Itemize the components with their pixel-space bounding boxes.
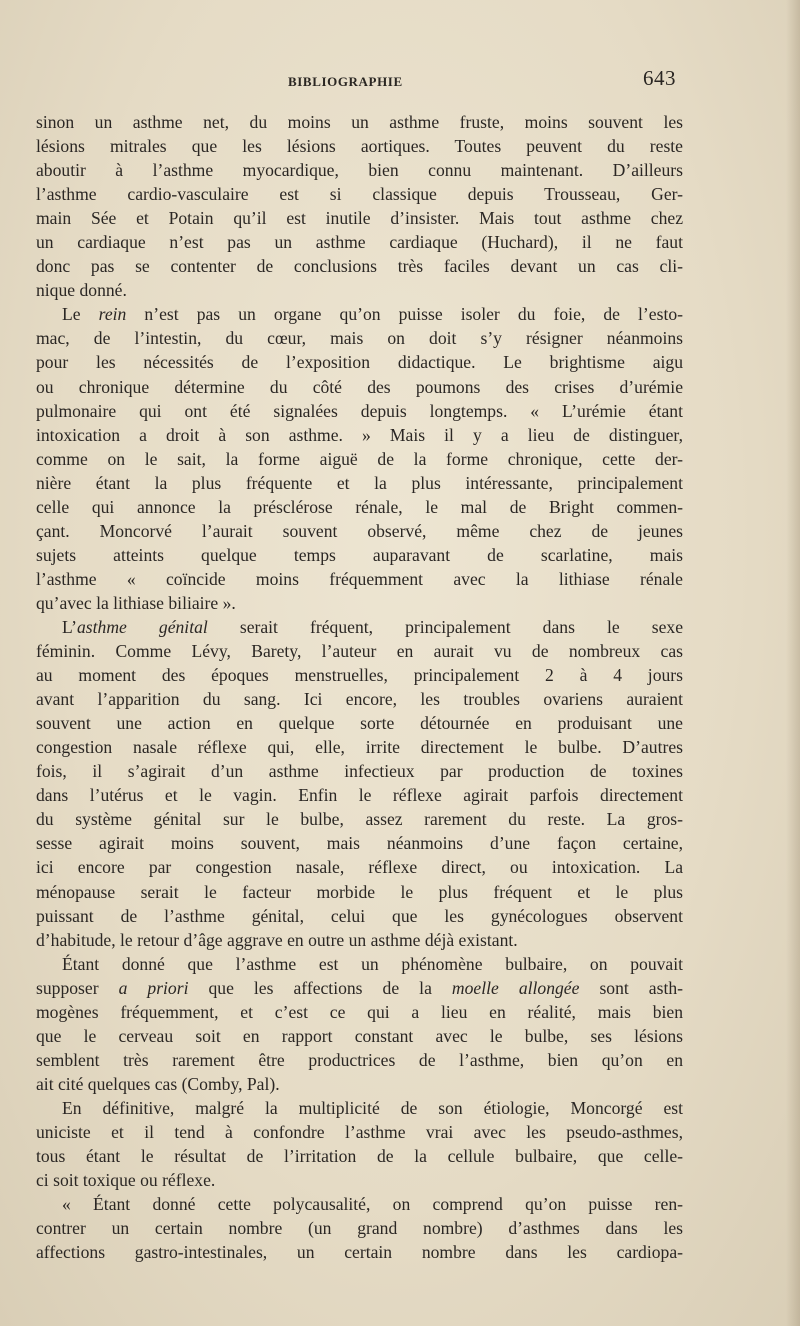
text-segment: Le <box>62 304 99 325</box>
text-line <box>36 952 683 976</box>
page-header <box>0 66 800 96</box>
page-edge-shadow <box>786 0 800 1326</box>
text-segment: l’asthme cardio-vasculaire est si classique depuis Trousseau, Ger- <box>36 184 683 205</box>
italic-text: moelle allongée <box>451 977 580 998</box>
text-line <box>36 1192 683 1216</box>
text-segment: sujets atteints quelque temps auparavant de scarlatine, mais <box>36 544 683 565</box>
text-segment: aboutir à l’asthme myocardique, bien connu maintenant. D’ailleurs <box>36 160 683 181</box>
text-segment: ici encore par congestion nasale, réflexe direct, ou intoxication. La <box>36 857 683 878</box>
text-line <box>36 1048 683 1072</box>
text-segment: féminin. Comme Lévy, Barety, l’auteur en aurait vu de nombreux cas <box>36 641 683 662</box>
text-line <box>36 182 683 206</box>
italic-text: a priori <box>118 977 189 998</box>
text-line <box>36 687 683 711</box>
text-line <box>36 158 683 182</box>
text-line <box>36 904 683 928</box>
text-segment: un cardiaque n’est pas un asthme cardiaque (Huchard), il ne faut <box>36 232 683 253</box>
text-line <box>36 711 683 735</box>
text-segment: sesse agirait moins souvent, mais néanmoins d’une façon certaine, <box>36 833 683 854</box>
text-line <box>36 976 683 1000</box>
italic-text: asthme génital <box>77 616 208 637</box>
running-title: BIBLIOGRAPHIE <box>288 74 403 89</box>
text-line <box>36 1144 683 1168</box>
page-number: 643 <box>643 66 676 90</box>
text-line <box>36 807 683 831</box>
text-segment: lésions mitrales que les lésions aortiques. Toutes peuvent du reste <box>36 136 683 157</box>
text-segment: nique donné. <box>36 280 127 301</box>
text-line <box>36 1216 683 1240</box>
text-segment: affections gastro-intestinales, un certain nombre dans les cardiopa- <box>36 1242 683 1263</box>
text-line <box>36 615 683 639</box>
text-segment: celle qui annonce la présclérose rénale, le mal de Bright commen- <box>36 496 683 517</box>
text-line <box>36 495 683 519</box>
text-segment: dans l’utérus et le vagin. Enfin le réflexe agirait parfois directement <box>36 785 683 806</box>
text-line <box>36 519 683 543</box>
text-segment: main Sée et Potain qu’il est inutile d’insister. Mais tout asthme chez <box>36 208 683 229</box>
text-line <box>36 375 683 399</box>
text-segment: au moment des époques menstruelles, principalement 2 à 4 jours <box>36 665 683 686</box>
text-line <box>36 855 683 879</box>
text-segment: uniciste et il tend à confondre l’asthme vrai avec les pseudo-asthmes, <box>36 1121 683 1142</box>
text-line <box>36 278 683 302</box>
text-segment: comme on le sait, la forme aiguë de la forme chronique, cette der- <box>36 448 683 469</box>
text-line <box>36 639 683 663</box>
text-segment: pulmonaire qui ont été signalées depuis longtemps. « L’urémie étant <box>36 400 683 421</box>
text-segment: ci soit toxique ou réflexe. <box>36 1170 216 1191</box>
text-line <box>36 880 683 904</box>
text-segment: ait cité quelques cas (Comby, Pal). <box>36 1073 280 1094</box>
text-segment: mac, de l’intestin, du cœur, mais on doit s’y résigner néanmoins <box>36 328 683 349</box>
text-segment: n’est pas un organe qu’on puisse isoler du foie, de l’esto- <box>126 304 683 325</box>
italic-text: rein <box>98 304 127 325</box>
text-segment: « Étant donné cette polycausalité, on comprend qu’on puisse ren- <box>62 1194 683 1215</box>
text-segment: çant. Moncorvé l’aurait souvent observé, même chez de jeunes <box>36 520 683 541</box>
text-segment: nière étant la plus fréquente et la plus intéressante, principalement <box>36 472 683 493</box>
text-line <box>36 1168 683 1192</box>
text-line <box>36 230 683 254</box>
text-line <box>36 1240 683 1264</box>
text-segment: que les affections de la <box>188 977 452 998</box>
text-segment: sinon un asthme net, du moins un asthme fruste, moins souvent les <box>36 112 683 132</box>
text-segment: semblent très rarement être productrices de l’asthme, bien qu’on en <box>36 1049 683 1070</box>
text-segment: l’asthme « coïncide moins fréquemment avec la lithiase rénale <box>36 568 683 589</box>
text-segment: fois, il s’agirait d’un asthme infectieux par production de toxines <box>36 761 683 782</box>
text-line <box>36 134 683 158</box>
text-line <box>36 928 683 952</box>
text-segment: congestion nasale réflexe qui, elle, irrite directement le bulbe. D’autres <box>36 737 683 758</box>
text-line <box>36 302 683 326</box>
text-segment: du système génital sur le bulbe, assez rarement du reste. La gros- <box>36 809 683 830</box>
text-segment: L’ <box>62 616 77 637</box>
text-line <box>36 423 683 447</box>
text-line <box>36 783 683 807</box>
text-segment: pour les nécessités de l’exposition didactique. Le brightisme aigu <box>36 352 683 373</box>
text-segment: donc pas se contenter de conclusions très faciles devant un cas cli- <box>36 256 683 277</box>
text-segment: En définitive, malgré la multiplicité de son étiologie, Moncorgé est <box>62 1097 683 1118</box>
text-line <box>36 663 683 687</box>
text-segment: contrer un certain nombre (un grand nombre) d’asthmes dans les <box>36 1218 683 1239</box>
text-line <box>36 1120 683 1144</box>
text-segment: intoxication a droit à son asthme. » Mais il y a lieu de distinguer, <box>36 424 683 445</box>
body-text <box>36 110 683 1264</box>
text-segment: mogènes fréquemment, et c’est ce qui a lieu en réalité, mais bien <box>36 1001 683 1022</box>
text-line <box>36 1096 683 1120</box>
text-line <box>36 350 683 374</box>
text-segment: qu’avec la lithiase biliaire ». <box>36 592 236 613</box>
text-line <box>36 831 683 855</box>
text-line <box>36 471 683 495</box>
text-line <box>36 110 683 134</box>
text-line <box>36 1000 683 1024</box>
text-segment: d’habitude, le retour d’âge aggrave en outre un asthme déjà existant. <box>36 929 518 950</box>
text-segment: Étant donné que l’asthme est un phénomène bulbaire, on pouvait <box>62 953 683 974</box>
text-segment: serait fréquent, principalement dans le sexe <box>207 616 684 637</box>
text-line <box>36 1024 683 1048</box>
text-segment: sont asth- <box>579 977 683 998</box>
text-line <box>36 591 683 615</box>
text-line <box>36 206 683 230</box>
text-line <box>36 326 683 350</box>
text-segment: avant l’apparition du sang. Ici encore, les troubles ovariens auraient <box>36 689 683 710</box>
text-segment: tous étant le résultat de l’irritation de la cellule bulbaire, que celle- <box>36 1146 683 1167</box>
text-line <box>36 759 683 783</box>
text-segment: puissant de l’asthme génital, celui que les gynécologues observent <box>36 905 683 926</box>
text-line <box>36 1072 683 1096</box>
text-line <box>36 567 683 591</box>
text-segment: ou chronique détermine du côté des poumons des crises d’urémie <box>36 376 683 397</box>
text-line <box>36 447 683 471</box>
text-segment: ménopause serait le facteur morbide le plus fréquent et le plus <box>36 881 683 902</box>
text-segment: que le cerveau soit en rapport constant avec le bulbe, ses lésions <box>36 1025 683 1046</box>
text-segment: souvent une action en quelque sorte détournée en produisant une <box>36 713 683 734</box>
text-line <box>36 399 683 423</box>
text-line <box>36 254 683 278</box>
text-line <box>36 735 683 759</box>
text-line <box>36 543 683 567</box>
text-segment: supposer <box>36 977 119 998</box>
